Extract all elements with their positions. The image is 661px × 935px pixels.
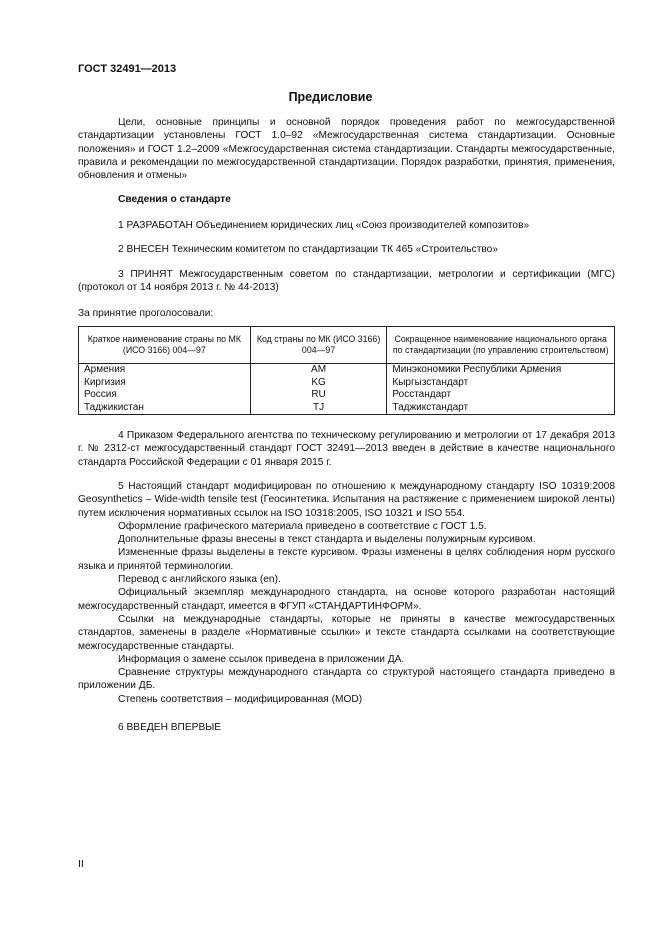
header-national-body: Сокращенное наименование национального органа по стандартизации (по управлению строительством) xyxy=(387,327,615,364)
country-code: TJ xyxy=(250,402,387,415)
document-code-header: ГОСТ 32491—2013 xyxy=(78,63,177,75)
item-5-paragraph: Измененные фразы выделены в тексте курсивом. Фразы изменены в целях соблюдения норм русского языка и принятой терминологии. xyxy=(78,547,615,572)
table-row xyxy=(79,389,615,402)
country-name: Армения xyxy=(79,364,251,377)
page-title: Предисловие xyxy=(288,90,373,104)
country-name: Киргизия xyxy=(79,377,251,390)
country-code: AM xyxy=(250,364,387,377)
item-4-order: 4 Приказом Федерального агентства по техническому регулированию и метрологии от 17 декабря 2013 г. № 2312-ст межгосударственный стандарт ГОСТ 32491—2013 введен в действие в качестве национального стандарта Российской Федерации с 01 января 2015 г. xyxy=(78,430,615,468)
item-5-paragraph: 5 Настоящий стандарт модифицирован по отношению к международному стандарту ISO 10319:2008 Geosynthetics – Wide-width tensile test (Геосинтетика. Испытания на растяжение с применением широкой ленты) путем исключения нормативных ссылок на ISO 10318:2005, ISO 10321 и ISO 554. xyxy=(78,481,615,519)
national-body: Росстандарт xyxy=(387,389,615,402)
table-row xyxy=(79,377,615,390)
item-6-first-introduced: 6 ВВЕДЕН ВПЕРВЫЕ xyxy=(118,722,222,733)
national-body: Таджикстандарт xyxy=(387,402,615,415)
country-code: KG xyxy=(250,377,387,390)
page-number: II xyxy=(78,858,84,870)
national-body: Минэкономики Республики Армения xyxy=(387,364,615,377)
table-header-row xyxy=(79,327,615,364)
item-5-paragraph: Степень соответствия – модифицированная (MOD) xyxy=(118,693,363,705)
item-1-developed: 1 РАЗРАБОТАН Объединением юридических лиц «Союз производителей композитов» xyxy=(118,220,530,231)
table-row xyxy=(79,364,615,377)
item-5-paragraph: Перевод с английского языка (en). xyxy=(118,574,281,586)
country-name: Россия xyxy=(79,389,251,402)
table-row xyxy=(79,402,615,415)
item-5-paragraph: Информация о замене ссылок приведена в приложении ДА. xyxy=(118,653,405,665)
country-code: RU xyxy=(250,389,387,402)
item-5-paragraph: Ссылки на международные стандарты, которые не приняты в качестве межгосударственных стандартов, заменены в разделе «Нормативные ссылки» и тексте стандарта ссылками на соответствующие межгосударственные стандарты. xyxy=(78,613,615,652)
item-3-adopted: 3 ПРИНЯТ Межгосударственным советом по стандартизации, метрологии и сертификации (МГС) (протокол от 14 ноября 2013 г. № 44-2013) xyxy=(78,269,615,294)
item-5-modification xyxy=(78,480,615,706)
national-body: Кыргызстандарт xyxy=(387,377,615,390)
info-heading: Сведения о стандарте xyxy=(118,194,231,205)
item-2-submitted: 2 ВНЕСЕН Техническим комитетом по стандартизации ТК 465 «Строительство» xyxy=(118,244,498,255)
item-5-paragraph: Дополнительные фразы внесены в текст стандарта и выделены полужирным курсивом. xyxy=(118,534,536,546)
voting-countries-table xyxy=(78,326,615,415)
header-country-code: Код страны по МК (ИСО 3166) 004—97 xyxy=(250,327,387,364)
intro-paragraph: Цели, основные принципы и основной порядок проведения работ по межгосударственной стандартизации установлены ГОСТ 1.0–92 «Межгосударственная система стандартизации. Основные положения» и ГОСТ 1.2–2009 «Межгосударственная система стандартизации. Стандарты межгосударственные, правила и рекомендации по межгосударственной стандартизации. Порядок разработки, принятия, применения, обновления и отмены» xyxy=(78,117,615,182)
voted-label: За принятие проголосовали: xyxy=(78,308,214,319)
item-5-paragraph: Официальный экземпляр международного стандарта, на основе которого разработан настоящий межгосударственный стандарт, имеется в ФГУП «СТАНДАРТИНФОРМ». xyxy=(78,587,615,612)
country-name: Таджикистан xyxy=(79,402,251,415)
item-5-paragraph: Сравнение структуры международного стандарта со структурой настоящего стандарта приведено в приложении ДБ. xyxy=(78,667,615,692)
header-country-name: Краткое наименование страны по МК (ИСО 3166) 004—97 xyxy=(79,327,251,364)
item-5-paragraph: Оформление графического материала приведено в соответствие с ГОСТ 1.5. xyxy=(118,520,487,532)
